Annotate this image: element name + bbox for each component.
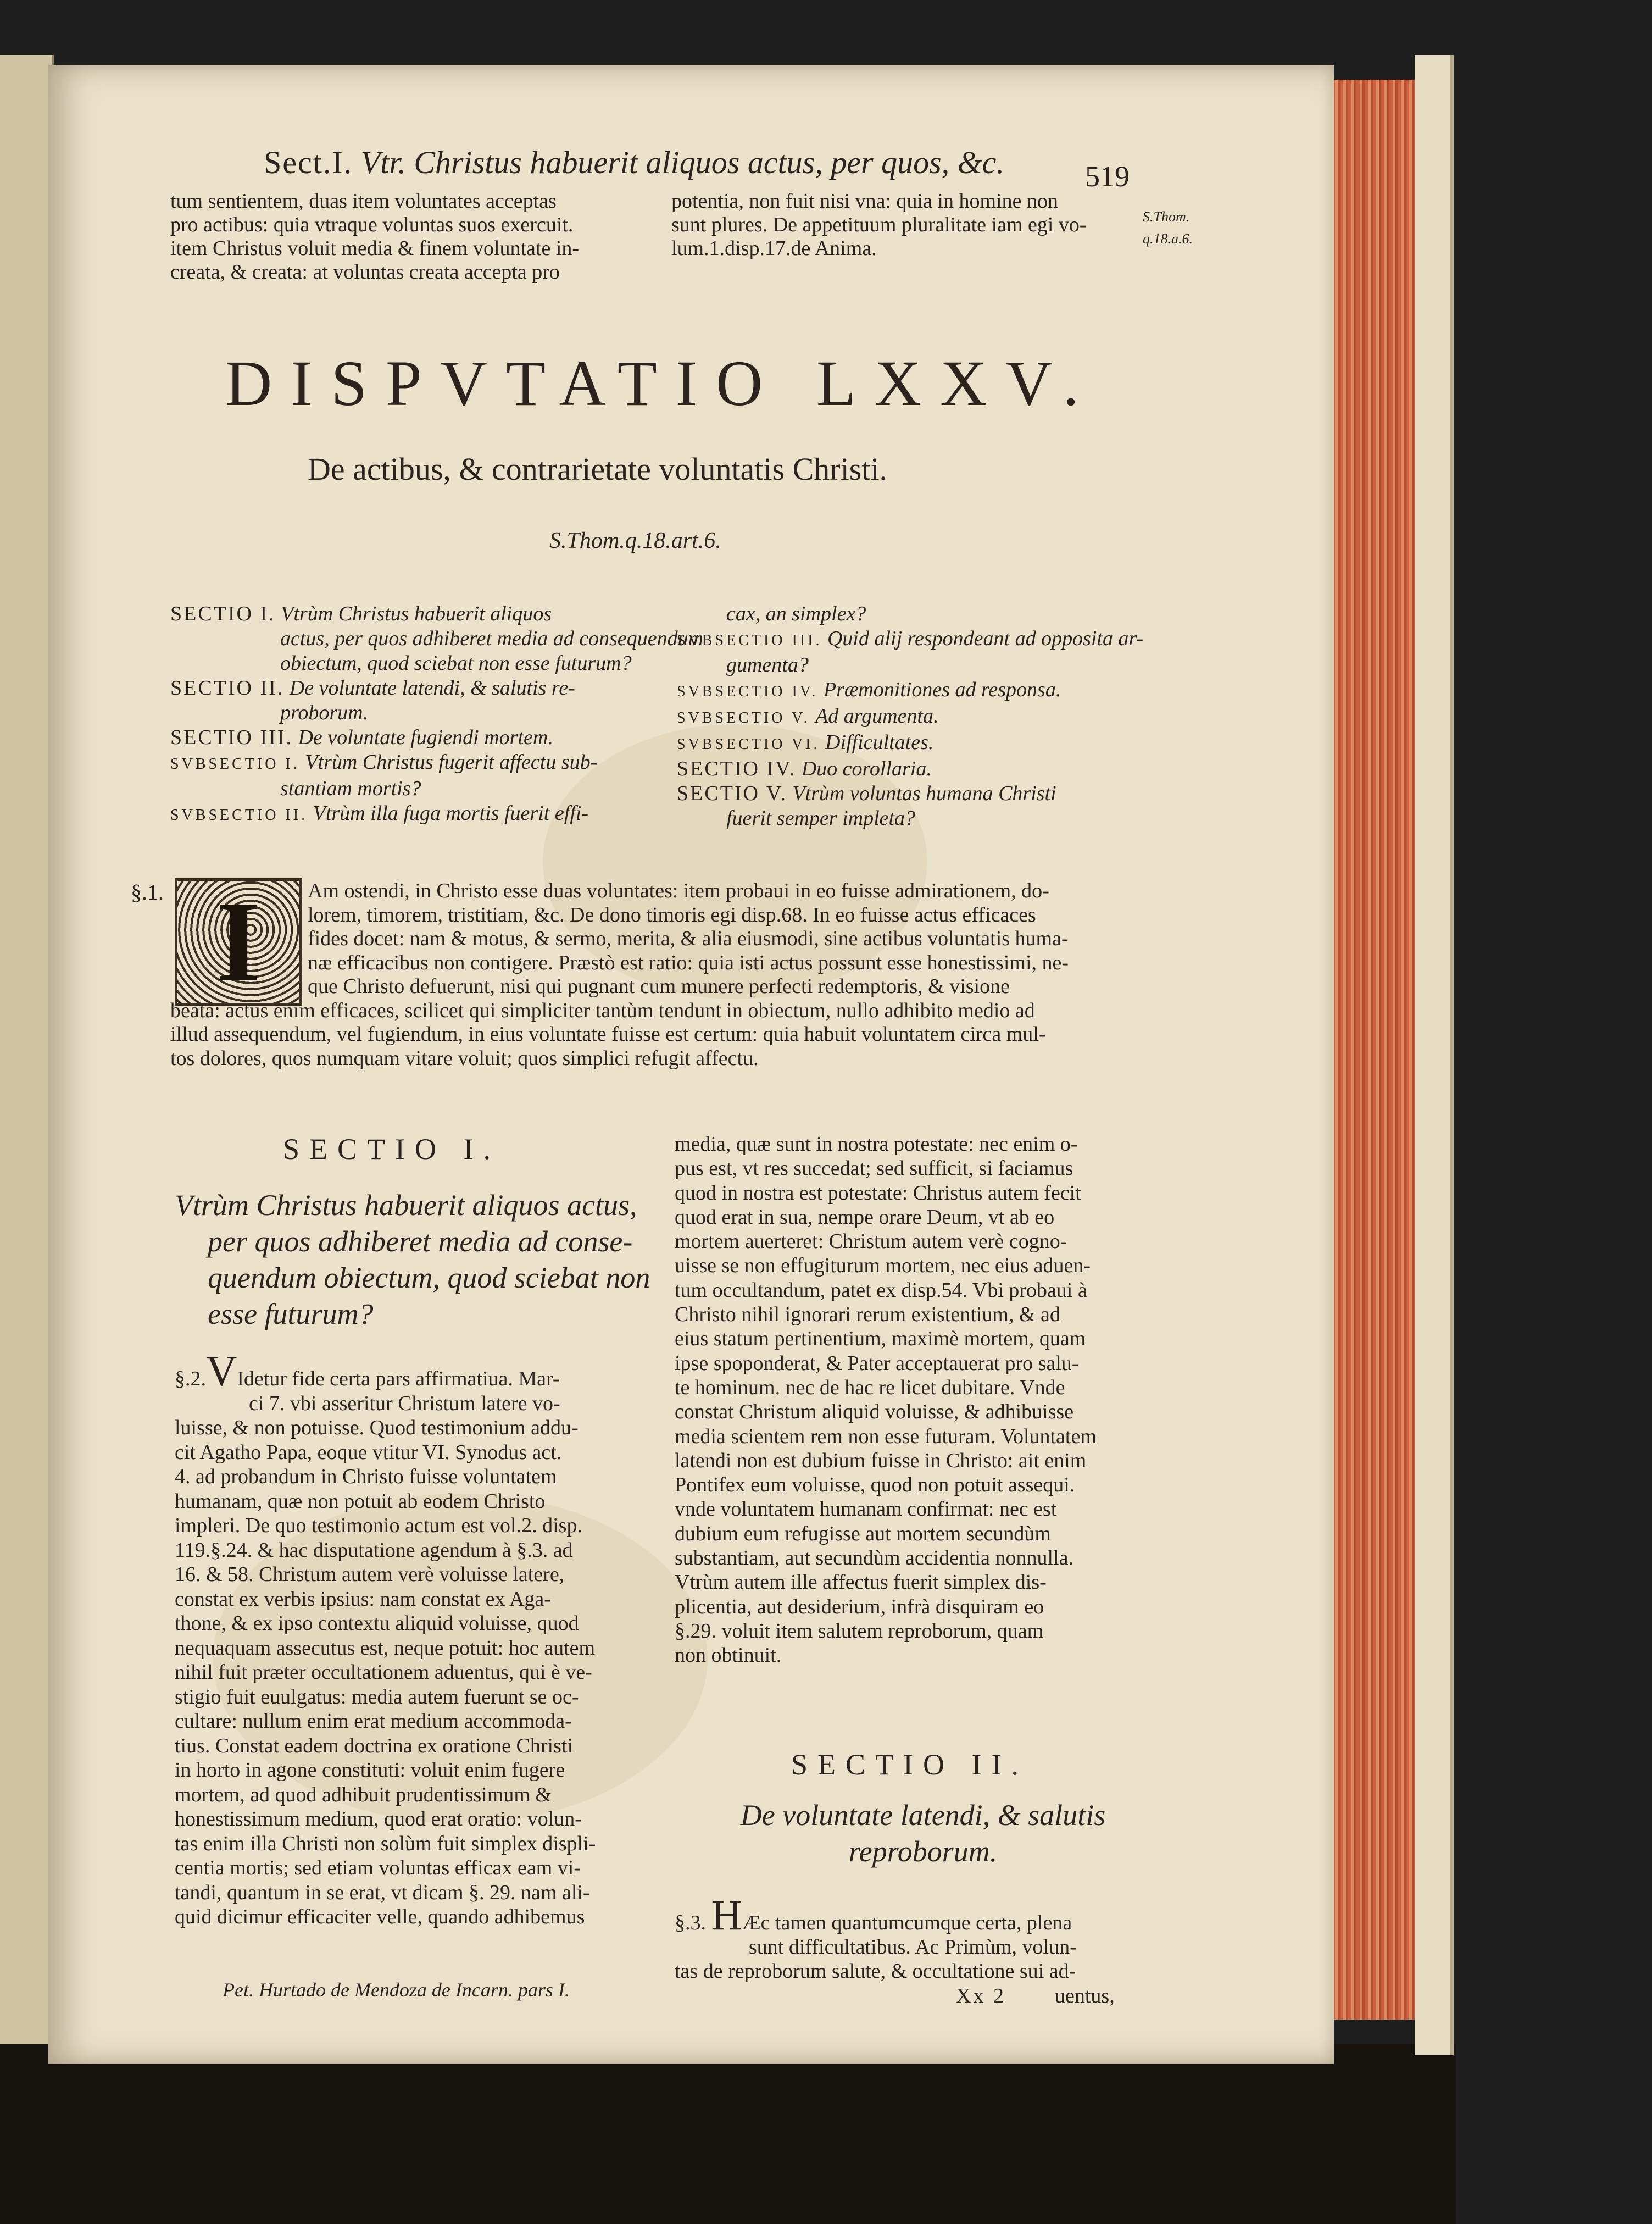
toc-label: SECTIO V. (677, 782, 787, 805)
toc-label: SVBSECTIO III. (677, 632, 822, 649)
cream-page-edges (1415, 55, 1454, 2055)
text-line: non obtinuit. (675, 1644, 782, 1667)
page-number: 519 (1085, 160, 1130, 193)
toc-text: De voluntate latendi, & salutis re- (289, 676, 575, 700)
text-line: pus est, vt res succedat; sed sufficit, si faciamus (675, 1157, 1073, 1180)
toc-text: Vtrùm voluntas humana Christi (792, 782, 1056, 805)
toc-entry (170, 777, 654, 801)
initial-letter: V (206, 1347, 237, 1395)
text-line: constat Christum aliquid voluisse, & adhibuisse (675, 1400, 1074, 1424)
section-title-line: De voluntate latendi, & salutis (740, 1799, 1106, 1832)
text-line: lorem, timorem, tristitiam, &c. De dono timoris egi disp.68. In eo fuisse actus efficaces (308, 903, 1036, 927)
toc-left (170, 602, 704, 828)
section-heading: SECTIO I. (283, 1133, 500, 1166)
toc-entry (170, 602, 654, 626)
section-title-line: quendum obiectum, quod sciebat non (208, 1261, 650, 1294)
text-line: tas de reproborum salute, & occultatione sui ad- (675, 1960, 1076, 1983)
toc-entry (677, 626, 1160, 653)
toc-text: Vtrùm Christus fugerit affectu sub- (305, 751, 598, 774)
toc-text: De voluntate fugiendi mortem. (298, 726, 553, 749)
toc-text: Difficultates. (825, 731, 934, 754)
text-line: media, quæ sunt in nostra potestate: nec enim o- (675, 1133, 1078, 1156)
toc-right (677, 602, 1160, 831)
toc-entry (677, 678, 1160, 704)
toc-text: Ad argumenta. (815, 705, 939, 728)
text-line: Christo nihil ignorari rerum existentium, & ad (675, 1303, 1060, 1327)
text-line: tum occultandum, patet ex disp.54. Vbi probaui à (675, 1278, 1087, 1302)
text-line: mortem auerteret: Christum autem verè cogno- (675, 1230, 1067, 1254)
running-head-section: Sect.I. (264, 145, 353, 180)
text-line: media scientem rem non esse futuram. Voluntatem (675, 1424, 1097, 1448)
toc-label: SECTIO I. (170, 602, 276, 625)
toc-entry (677, 653, 1160, 678)
running-head-title: Vtr. Christus habuerit aliquos actus, per quos, &c. (360, 145, 1004, 180)
toc-text: proborum. (280, 701, 369, 724)
text-line: ci 7. vbi asseritur Christum latere vo- (249, 1391, 560, 1415)
text-line: centia mortis; sed etiam voluntas efficax eam vi- (175, 1856, 581, 1879)
toc-text: Quid alij respondeant ad opposita ar- (827, 627, 1144, 650)
text-line: 119.§.24. & hac disputatione agendum à §.3. ad (175, 1538, 573, 1562)
section-title-line: reproborum. (848, 1835, 998, 1868)
book-shadow (0, 2044, 1456, 2224)
text-line: thone, & ex ipso contextu aliquid voluisse, quod (175, 1612, 579, 1635)
top-right-column (671, 190, 1144, 260)
toc-entry (170, 676, 654, 701)
disputation-title: DISPVTATIO LXXV. (225, 347, 1098, 419)
toc-entry (677, 781, 1160, 806)
toc-label: SVBSECTIO IV. (677, 683, 819, 700)
text-line: substantiam, aut secundùm accidentia nonnulla. (675, 1546, 1074, 1570)
drop-cap-letter: I (216, 878, 261, 1006)
text-line: sunt difficultatibus. Ac Primùm, volun- (749, 1935, 1077, 1959)
toc-entry (170, 701, 654, 725)
initial-letter: H (711, 1891, 742, 1939)
text-line: impleri. De quo testimonio actum est vol.2. disp. (175, 1514, 582, 1537)
text-line: quod in nostra est potestate: Christus autem fecit (675, 1181, 1081, 1205)
toc-entry (677, 704, 1160, 730)
text-line: quid dicimur efficaciter velle, quando adhibemus (175, 1905, 585, 1928)
toc-text: Præmonitiones ad responsa. (823, 678, 1061, 701)
toc-label: SVBSECTIO VI. (677, 736, 820, 753)
text-line: Am ostendi, in Christo esse duas voluntates: item probaui in eo fuisse admirationem, do- (308, 879, 1049, 902)
text-line: latendi non est dubium fuisse in Christo: ait enim (675, 1449, 1087, 1472)
section-title (733, 1797, 1113, 1870)
text-line: que Christo defuerunt, nisi qui pugnant cum munere perfecti redemptoris, & visione (308, 975, 1010, 998)
text-line: pro actibus: quia vtraque voluntas suos exercuit. (170, 213, 574, 236)
text-line (675, 1891, 1153, 1939)
section-title (175, 1187, 650, 1332)
section-title-line: esse futurum? (208, 1297, 374, 1330)
text-line: tos dolores, quos numquam vitare voluit; quos simplici refugit affectu. (170, 1046, 759, 1070)
toc-entry (170, 801, 654, 828)
text-line: constat ex verbis ipsius: nam constat ex Aga- (175, 1587, 551, 1611)
text-line: in horto in agone constituti: voluit enim fugere (175, 1759, 565, 1782)
text-line: lum.1.disp.17.de Anima. (671, 237, 877, 260)
text-line: nihil fuit præter occultationem aduentus, qui è ve- (175, 1661, 592, 1684)
text-line: cit Agatho Papa, eoque vtitur VI. Synodus act. (175, 1440, 562, 1464)
section-heading: SECTIO II. (791, 1748, 1028, 1781)
toc-entry (170, 725, 654, 750)
text-line (175, 1347, 647, 1395)
text-line: tandi, quantum in se erat, vt dicam §. 29. nam ali- (175, 1881, 590, 1904)
text-span: Æc tamen quantumcumque certa, plena (742, 1911, 1072, 1934)
text-line: luisse, & non potuisse. Quod testimonium addu- (175, 1416, 579, 1439)
intro-paragraph (170, 879, 1148, 1071)
toc-entry (677, 602, 1160, 626)
toc-text: fuerit semper impleta? (726, 807, 916, 830)
section1-right-column (675, 1132, 1153, 1668)
toc-label: SECTIO II. (170, 676, 285, 700)
text-line: nequaquam assecutus est, neque potuit: hoc autem (175, 1636, 596, 1660)
text-line: fides docet: nam & motus, & sermo, merita, & alia eiusmodi, sine actibus voluntatis huma- (308, 927, 1069, 950)
toc-text: cax, an simplex? (726, 602, 866, 625)
toc-entry (677, 806, 1160, 831)
text-line: illud assequendum, vel fugiendum, in eius voluntate fuisse est certum: quia habuit voluntatem circa mul- (170, 1023, 1046, 1046)
section1-left-column (175, 1347, 647, 1929)
text-line: vnde voluntatem humanam confirmat: nec est (675, 1498, 1057, 1521)
toc-text: Vtrùm illa fuga mortis fuerit effi- (313, 802, 589, 825)
text-line: sunt plures. De appetituum pluralitate iam egi vo- (671, 213, 1087, 236)
toc-text: obiectum, quod sciebat non esse futurum? (280, 652, 632, 675)
text-line: Vtrùm autem ille affectus fuerit simplex dis- (675, 1571, 1047, 1594)
text-line: plicentia, aut desiderium, infrà disquiram eo (675, 1595, 1044, 1618)
toc-entry (170, 750, 654, 777)
thomas-reference: S.Thom.q.18.art.6. (549, 528, 721, 553)
paragraph-marker: §.1. (131, 880, 164, 905)
text-line: mortem, ad quod adhibuit prudentissimum & (175, 1783, 552, 1806)
text-span: Idetur fide certa pars affirmatiua. Mar- (237, 1367, 560, 1390)
toc-label: SVBSECTIO I. (170, 756, 300, 773)
toc-label: SVBSECTIO V. (677, 709, 810, 726)
footer-author: Pet. Hurtado de Mendoza de Incarn. pars I. (223, 1979, 570, 2001)
signature-mark: Xx 2 (956, 1984, 1006, 2007)
toc-label: SVBSECTIO II. (170, 807, 308, 824)
text-line: tum sentientem, duas item voluntates acceptas (170, 190, 557, 213)
toc-text: actus, per quos adhiberet media ad consequendum (280, 627, 704, 650)
text-line: Pontifex eum voluisse, quod non potuit assequi. (675, 1473, 1075, 1497)
toc-text: Vtrùm Christus habuerit aliquos (281, 602, 552, 625)
toc-text: stantiam mortis? (280, 777, 421, 800)
section-title-line: Vtrùm Christus habuerit aliquos actus, (175, 1189, 637, 1222)
text-line: honestissimum medium, quod erat oratio: volun- (175, 1807, 582, 1831)
text-line: quod erat in sua, nempe orare Deum, vt ab eo (675, 1205, 1055, 1229)
text-line: creata, & creata: at voluntas creata accepta pro (170, 260, 560, 284)
text-line: potentia, non fuit nisi vna: quia in homine non (671, 190, 1058, 213)
toc-text: gumenta? (726, 653, 809, 676)
section2-column (675, 1891, 1153, 1983)
toc-entry (170, 626, 704, 651)
toc-entry (677, 730, 1160, 757)
toc-entry (170, 651, 654, 676)
text-line: item Christus voluit media & finem voluntate in- (170, 237, 580, 260)
text-line: cultare: nullum enim erat medium accommoda- (175, 1710, 572, 1733)
toc-entry (677, 757, 1160, 781)
running-head (264, 144, 1198, 181)
text-line: 16. & 58. Christum autem verè voluisse latere, (175, 1563, 565, 1586)
section-title-line: per quos adhiberet media ad conse- (208, 1225, 633, 1258)
text-line: tius. Constat eadem doctrina ex oratione Christi (175, 1734, 574, 1757)
text-line: stigio fuit euulgatus: media autem fuerunt se oc- (175, 1685, 579, 1709)
top-left-column (170, 190, 643, 284)
left-page-edge (0, 55, 54, 2176)
text-line: ipse spoponderat, & Pater acceptauerat pro salu- (675, 1351, 1079, 1375)
disputation-subtitle: De actibus, & contrarietate voluntatis Christi. (308, 451, 888, 487)
paragraph-marker: §.3. (675, 1911, 706, 1934)
text-line: te hominum. nec de hac re licet dubitare. Vnde (675, 1376, 1065, 1399)
text-line: næ efficacibus non contigere. Præstò est ratio: quia isti actus possunt esse honestissimi, ne- (308, 951, 1069, 974)
text-line: dubium eum refugisse aut mortem secundùm (675, 1522, 1051, 1545)
text-line: beata: actus enim efficaces, scilicet qui simpliciter tantùm tendunt in obiectum, nullo adhibito medio ad (170, 999, 1035, 1022)
margin-note-line: S.Thom. (1143, 209, 1190, 225)
text-line: humanam, quæ non potuit ab eodem Christo (175, 1489, 546, 1513)
paragraph-marker: §.2. (175, 1367, 206, 1390)
catchword: uentus, (1055, 1984, 1115, 2007)
toc-text: Duo corollaria. (801, 757, 932, 780)
margin-note-line: q.18.a.6. (1143, 231, 1193, 247)
text-line: uisse se non effugiturum mortem, nec eius aduen- (675, 1254, 1091, 1278)
text-line: tas enim illa Christi non solùm fuit simplex displi- (175, 1832, 596, 1855)
text-line: eius statum pertinentium, maximè mortem, quam (675, 1327, 1086, 1351)
toc-label: SECTIO IV. (677, 757, 797, 780)
margin-note (1143, 206, 1193, 250)
toc-label: SECTIO III. (170, 726, 293, 749)
text-line: 4. ad probandum in Christo fuisse voluntatem (175, 1465, 557, 1488)
text-line: §.29. voluit item salutem reproborum, quam (675, 1619, 1044, 1643)
